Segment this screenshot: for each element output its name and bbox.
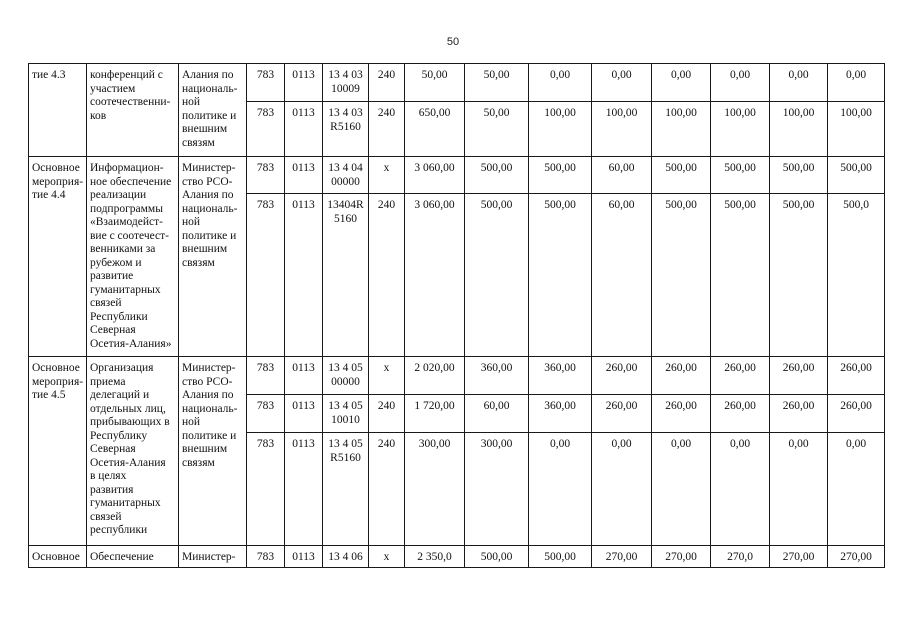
ministry-code-cell: 783: [247, 395, 285, 433]
amount-cell: 0,00: [652, 64, 711, 102]
amount-cell: 0,00: [770, 64, 828, 102]
amount-cell: 500,00: [770, 194, 828, 357]
page-number: 50: [446, 36, 460, 48]
ministry-code-cell: 783: [247, 102, 285, 157]
event-cell: тие 4.3: [29, 64, 87, 157]
section-code-cell: 0113: [285, 395, 323, 433]
amount-cell: 500,00: [465, 546, 529, 568]
amount-cell: 500,00: [711, 194, 770, 357]
type-code-cell: 240: [369, 102, 405, 157]
table-row: [29, 546, 885, 568]
amount-cell: 2 020,00: [405, 357, 465, 395]
amount-cell: 2 350,0: [405, 546, 465, 568]
section-code-cell: 0113: [285, 433, 323, 546]
event-cell: Основное: [29, 546, 87, 568]
amount-cell: 260,00: [828, 357, 885, 395]
amount-cell: 500,00: [828, 157, 885, 194]
amount-cell: 500,00: [529, 546, 592, 568]
target-code-cell: 13 4 04 00000: [323, 157, 369, 194]
amount-cell: 500,0: [828, 194, 885, 357]
amount-cell: 650,00: [405, 102, 465, 157]
amount-cell: 500,00: [529, 194, 592, 357]
amount-cell: 360,00: [529, 395, 592, 433]
amount-cell: 260,00: [770, 395, 828, 433]
amount-cell: 260,00: [592, 395, 652, 433]
table-row: [29, 157, 885, 194]
target-code-cell: 13 4 05 10010: [323, 395, 369, 433]
section-code-cell: 0113: [285, 157, 323, 194]
amount-cell: 0,00: [828, 433, 885, 546]
ministry-code-cell: 783: [247, 433, 285, 546]
amount-cell: 3 060,00: [405, 194, 465, 357]
ministry-code-cell: 783: [247, 194, 285, 357]
amount-cell: 260,00: [592, 357, 652, 395]
amount-cell: 100,00: [828, 102, 885, 157]
amount-cell: 360,00: [529, 357, 592, 395]
type-code-cell: 240: [369, 64, 405, 102]
target-code-cell: 13 4 03 10009: [323, 64, 369, 102]
amount-cell: 100,00: [770, 102, 828, 157]
executor-cell: Министер- ство РСО- Алания по националь- ной политике и внешним связям: [179, 157, 247, 357]
amount-cell: 300,00: [465, 433, 529, 546]
type-code-cell: x: [369, 546, 405, 568]
type-code-cell: x: [369, 157, 405, 194]
ministry-code-cell: 783: [247, 546, 285, 568]
type-code-cell: 240: [369, 433, 405, 546]
amount-cell: 0,00: [529, 64, 592, 102]
amount-cell: 500,00: [652, 157, 711, 194]
amount-cell: 500,00: [529, 157, 592, 194]
section-code-cell: 0113: [285, 102, 323, 157]
amount-cell: 270,00: [592, 546, 652, 568]
event-cell: Основное мероприя- тие 4.5: [29, 357, 87, 546]
amount-cell: 0,00: [828, 64, 885, 102]
section-code-cell: 0113: [285, 357, 323, 395]
amount-cell: 260,00: [770, 357, 828, 395]
type-code-cell: 240: [369, 194, 405, 357]
amount-cell: 500,00: [711, 157, 770, 194]
amount-cell: 0,00: [711, 433, 770, 546]
description-cell: Организация приема делегаций и отдельных лиц, прибывающих в Республику Северная Осетия-Алания в целях развития гуманитарных связей республики: [87, 357, 179, 546]
ministry-code-cell: 783: [247, 357, 285, 395]
description-cell: Информацион- ное обеспечение реализации подпрограммы «Взаимодейст- вие с соотечест- венниками за рубежом и развитие гуманитарных связей Республики Северная Осетия-Алания»: [87, 157, 179, 357]
amount-cell: 60,00: [592, 194, 652, 357]
amount-cell: 270,0: [711, 546, 770, 568]
amount-cell: 500,00: [652, 194, 711, 357]
amount-cell: 60,00: [592, 157, 652, 194]
amount-cell: 100,00: [592, 102, 652, 157]
executor-cell: Министер-: [179, 546, 247, 568]
amount-cell: 300,00: [405, 433, 465, 546]
amount-cell: 50,00: [465, 102, 529, 157]
target-code-cell: 13 4 06: [323, 546, 369, 568]
event-cell: Основное мероприя- тие 4.4: [29, 157, 87, 357]
section-code-cell: 0113: [285, 64, 323, 102]
description-cell: конференций с участием соотечественни- ков: [87, 64, 179, 157]
target-code-cell: 13404R 5160: [323, 194, 369, 357]
amount-cell: 0,00: [592, 433, 652, 546]
amount-cell: 260,00: [652, 357, 711, 395]
amount-cell: 0,00: [770, 433, 828, 546]
amount-cell: 360,00: [465, 357, 529, 395]
amount-cell: 270,00: [652, 546, 711, 568]
type-code-cell: x: [369, 357, 405, 395]
amount-cell: 500,00: [465, 194, 529, 357]
amount-cell: 260,00: [828, 395, 885, 433]
amount-cell: 50,00: [405, 64, 465, 102]
amount-cell: 500,00: [465, 157, 529, 194]
amount-cell: 260,00: [711, 395, 770, 433]
amount-cell: 1 720,00: [405, 395, 465, 433]
amount-cell: 100,00: [652, 102, 711, 157]
section-code-cell: 0113: [285, 194, 323, 357]
amount-cell: 0,00: [529, 433, 592, 546]
target-code-cell: 13 4 05 R5160: [323, 433, 369, 546]
table-row: [29, 64, 885, 102]
amount-cell: 3 060,00: [405, 157, 465, 194]
amount-cell: 60,00: [465, 395, 529, 433]
amount-cell: 0,00: [592, 64, 652, 102]
budget-table: [28, 63, 885, 568]
amount-cell: 260,00: [652, 395, 711, 433]
target-code-cell: 13 4 03 R5160: [323, 102, 369, 157]
table-row: [29, 357, 885, 395]
amount-cell: 0,00: [711, 64, 770, 102]
section-code-cell: 0113: [285, 546, 323, 568]
executor-cell: Алания по националь- ной политике и внешним связям: [179, 64, 247, 157]
amount-cell: 500,00: [770, 157, 828, 194]
amount-cell: 100,00: [529, 102, 592, 157]
amount-cell: 100,00: [711, 102, 770, 157]
description-cell: Обеспечение: [87, 546, 179, 568]
ministry-code-cell: 783: [247, 64, 285, 102]
amount-cell: 0,00: [652, 433, 711, 546]
amount-cell: 270,00: [770, 546, 828, 568]
amount-cell: 270,00: [828, 546, 885, 568]
type-code-cell: 240: [369, 395, 405, 433]
executor-cell: Министер- ство РСО- Алания по националь- ной политике и внешним связям: [179, 357, 247, 546]
ministry-code-cell: 783: [247, 157, 285, 194]
amount-cell: 260,00: [711, 357, 770, 395]
amount-cell: 50,00: [465, 64, 529, 102]
target-code-cell: 13 4 05 00000: [323, 357, 369, 395]
